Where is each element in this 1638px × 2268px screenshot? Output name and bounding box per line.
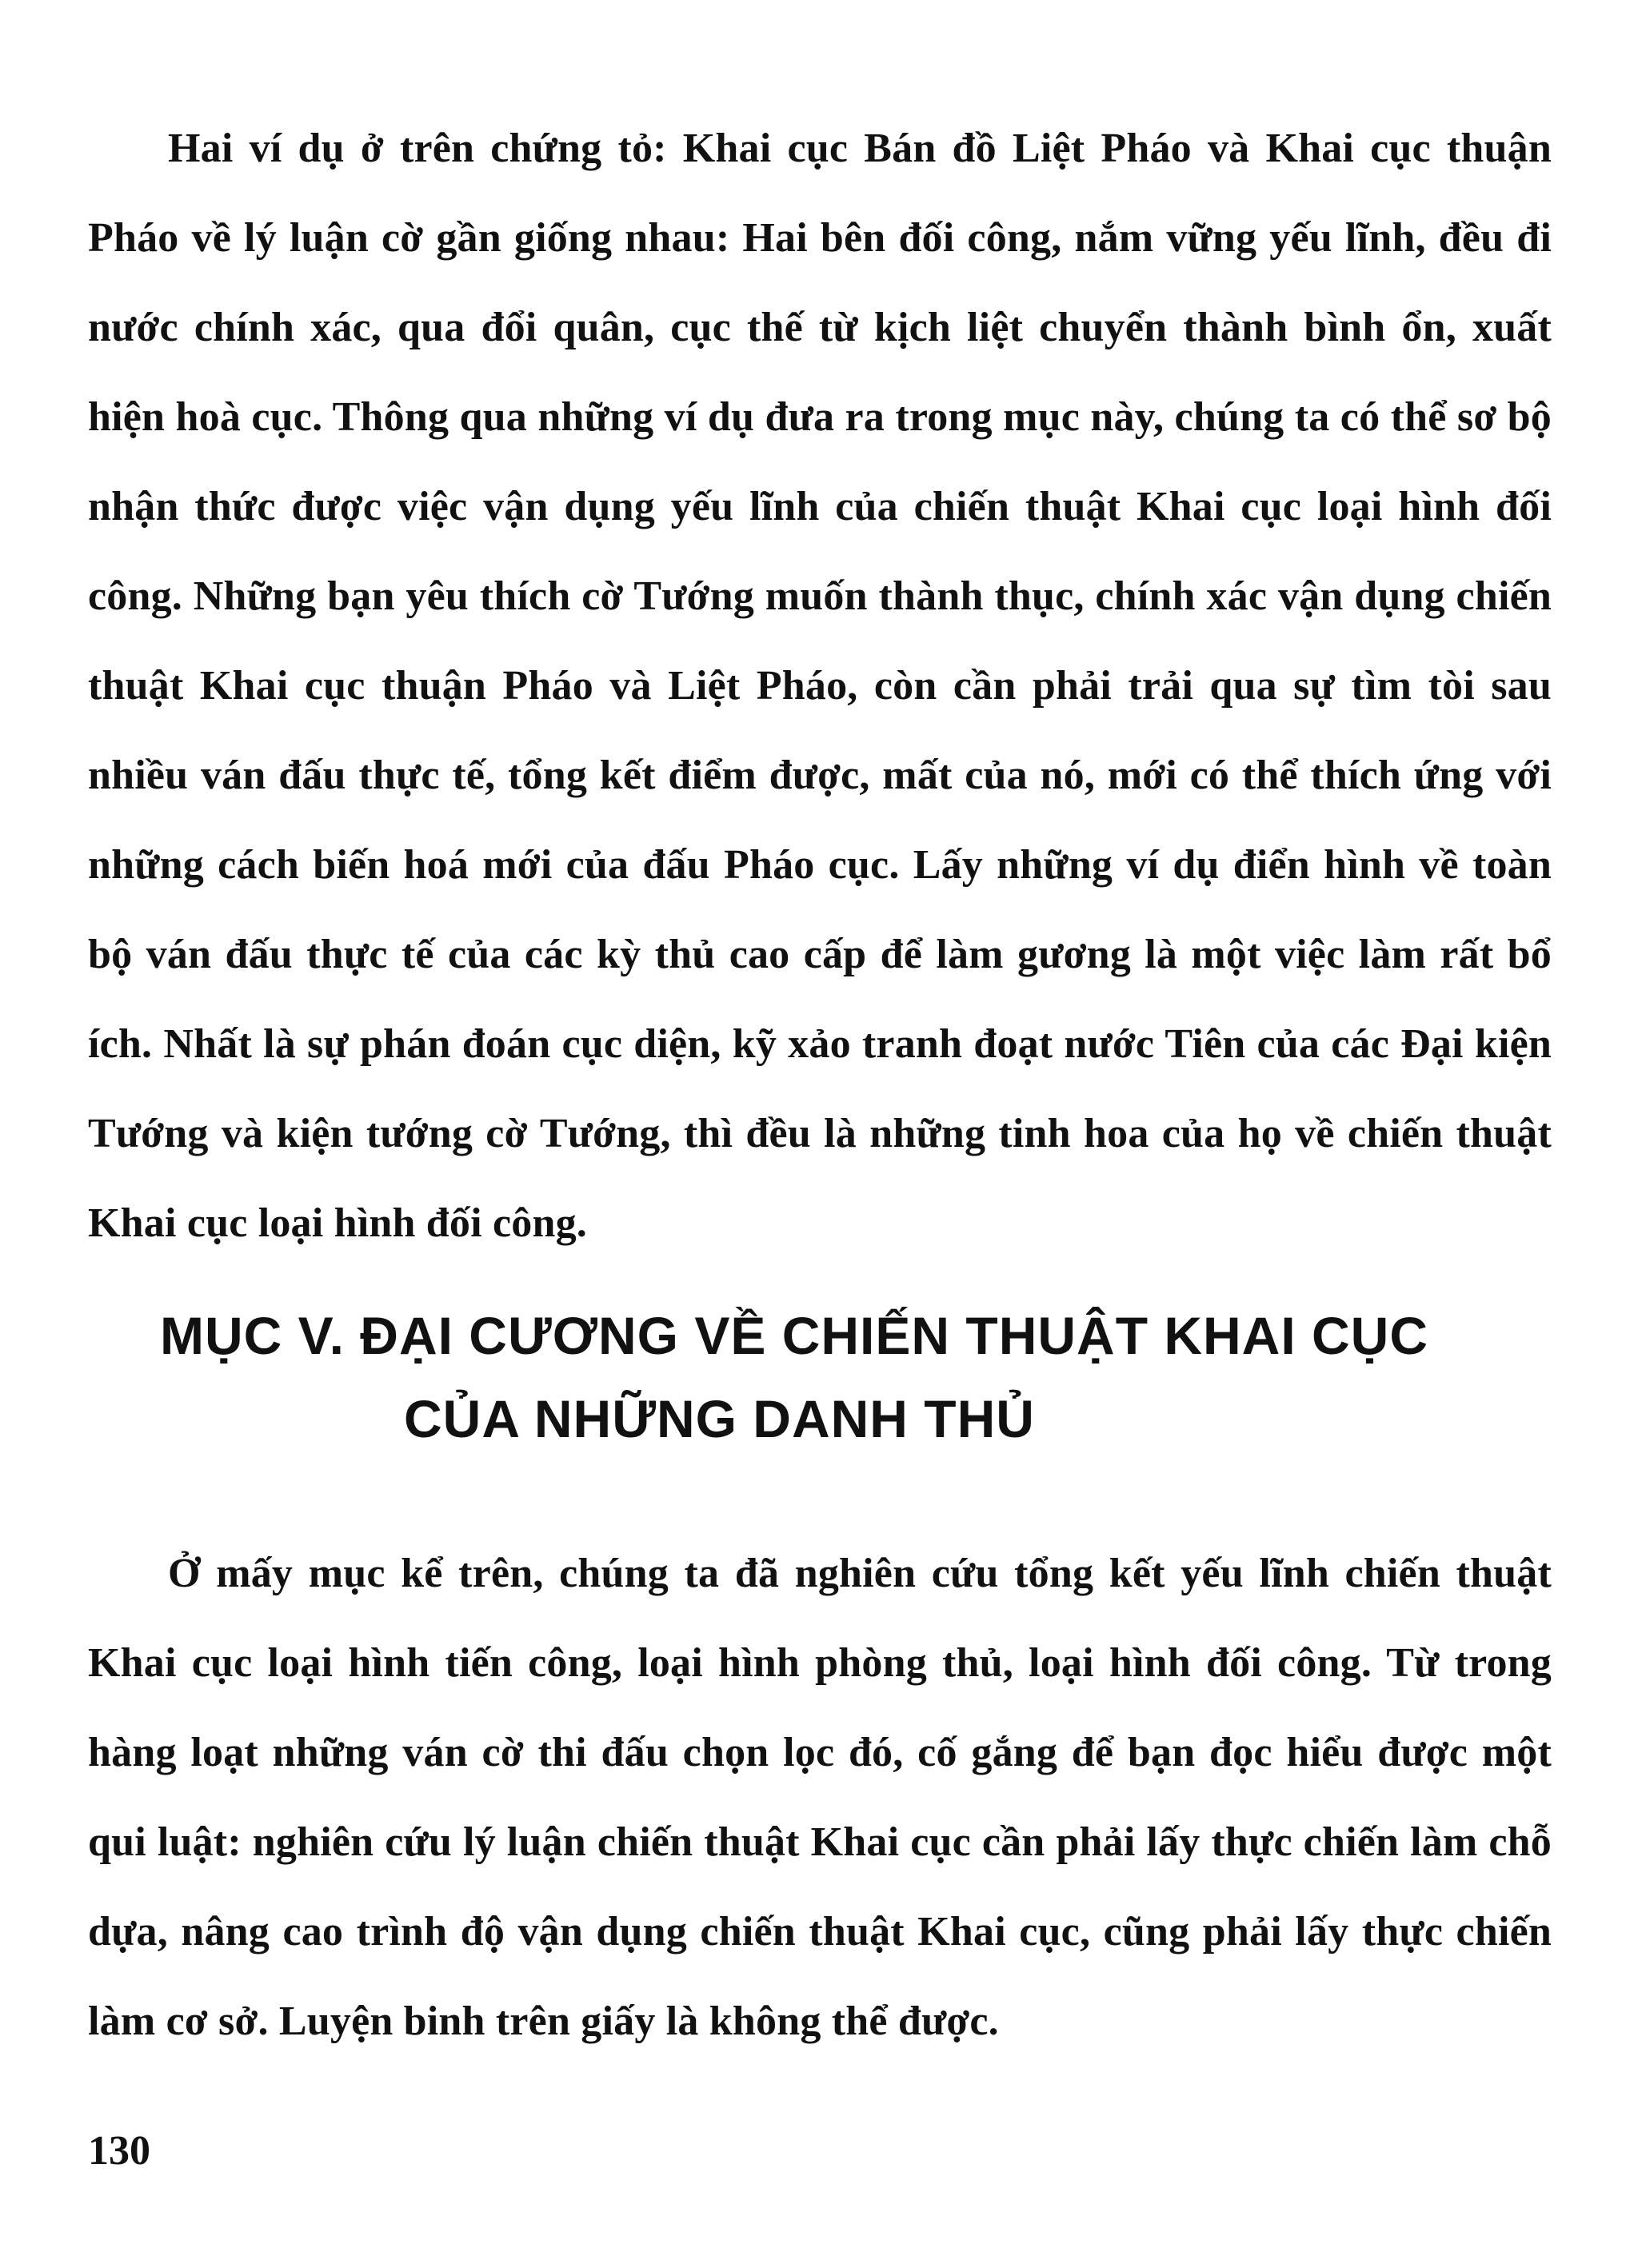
section-heading-line-1: MỤC V. ĐẠI CƯƠNG VỀ CHIẾN THUẬT KHAI CỤC bbox=[160, 1306, 1429, 1365]
section-heading-line-2: CỦA NHỮNG DANH THỦ bbox=[404, 1389, 1035, 1448]
body-paragraph-1: Hai ví dụ ở trên chứng tỏ: Khai cục Bán đồ Liệt Pháo và Khai cục thuận Pháo về lý luận cờ gần giống nhau: Hai bên đối công, nắm vững yếu lĩnh, đều đi nước chính xác, qua đổi quân, cục thế từ kịch liệt chuyển thành bình ổn, xuất hiện hoà cục. Thông qua những ví dụ đưa ra trong mục này, chúng ta có thể sơ bộ nhận thức được việc vận dụng yếu lĩnh của chiến thuật Khai cục loại hình đối công. Những bạn yêu thích cờ Tướng muốn thành thục, chính xác vận dụng chiến thuật Khai cục thuận Pháo và Liệt Pháo, còn cần phải trải qua sự tìm tòi sau nhiều ván đấu thực tế, tổng kết điểm được, mất của nó, mới có thể thích ứng với những cách biến hoá mới của đấu Pháo cục. Lấy những ví dụ điển hình về toàn bộ ván đấu thực tế của các kỳ thủ cao cấp để làm gương là một việc làm rất bổ ích. Nhất là sự phán đoán cục diện, kỹ xảo tranh đoạt nước Tiên của các Đại kiện Tướng và kiện tướng cờ Tướng, thì đều là những tinh hoa của họ về chiến thuật Khai cục loại hình đối công. bbox=[88, 126, 1552, 1246]
body-paragraph-2: Ở mấy mục kể trên, chúng ta đã nghiên cứu tổng kết yếu lĩnh chiến thuật Khai cục loại hình tiến công, loại hình phòng thủ, loại hình đối công. Từ trong hàng loạt những ván cờ thi đấu chọn lọc đó, cố gắng để bạn đọc hiểu được một qui luật: nghiên cứu lý luận chiến thuật Khai cục cần phải lấy thực chiến làm chỗ dựa, nâng cao trình độ vận dụng chiến thuật Khai cục, cũng phải lấy thực chiến làm cơ sở. Luyện binh trên giấy là không thể được. bbox=[88, 1551, 1552, 2044]
page-number: 130 bbox=[88, 2128, 150, 2174]
